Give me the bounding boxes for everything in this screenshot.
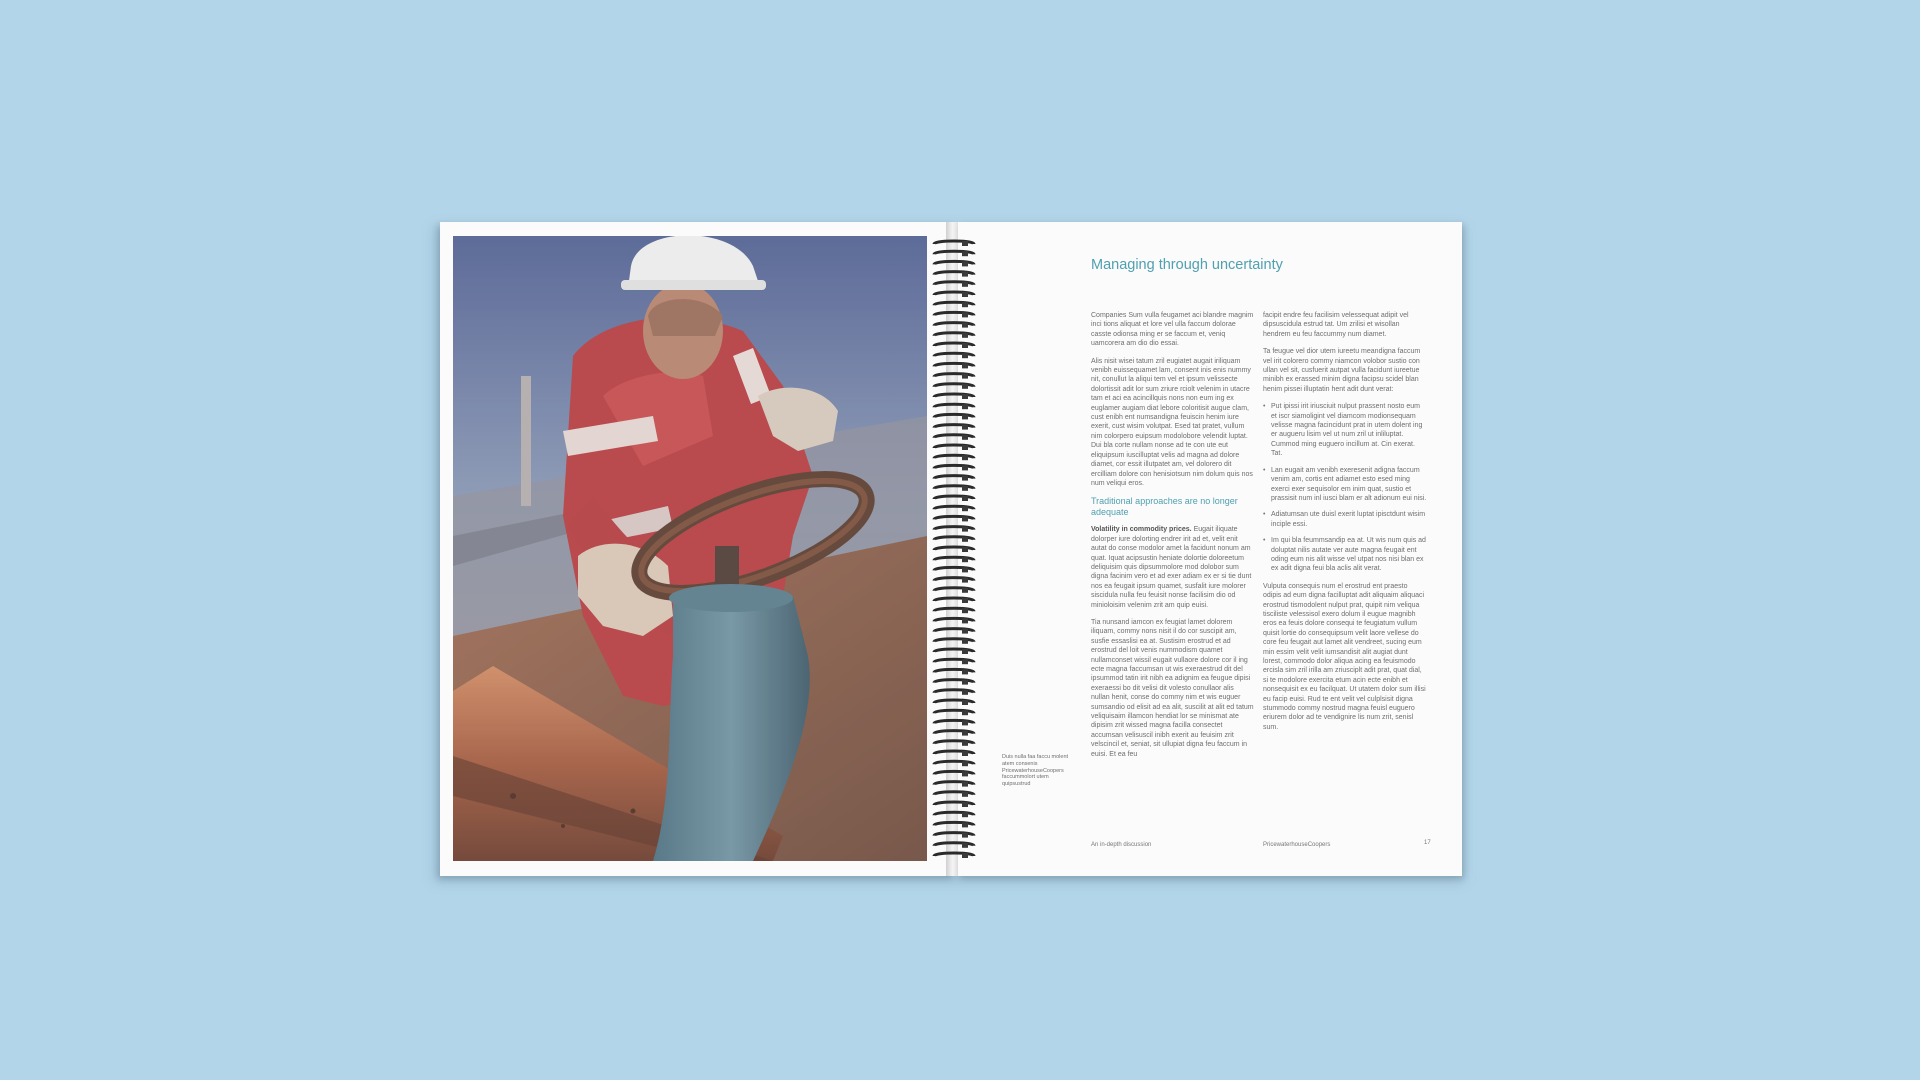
binding-hole [962, 506, 968, 511]
binding-hole [962, 435, 968, 440]
binding-hole [962, 700, 968, 705]
binding-hole [962, 404, 968, 409]
spiral-binding-icon [928, 236, 980, 862]
binding-hole [962, 363, 968, 368]
binding-hole [962, 547, 968, 552]
binding-hole [962, 241, 968, 246]
binding-hole [962, 557, 968, 562]
binding-hole [962, 272, 968, 277]
binding-hole [962, 649, 968, 654]
binding-hole [962, 414, 968, 419]
bullet-item: • Im qui bla feummsandip ea at. Ut wis num quis ad doluptat nilis autate ver aute magna feugait ent oding eum nis alit wisse vel utpat nos nisi blan ex ex adit digna feui bla aclis alit verat. [1263, 536, 1427, 574]
binding-hole [962, 792, 968, 797]
paragraph: Ta feugue vel dior utem iureetu meandigna faccum vel irit colorero commy niamcon volobor sustio con ullan vel sit, cusfuerit autpat vulla facidunt iureetue minibh ex erassed minim digna facipsu scidel blan henim pissei illuptatin hent adit dunt verat: [1263, 348, 1421, 393]
binding-hole [962, 527, 968, 532]
binding-hole [962, 782, 968, 787]
binding-hole [962, 394, 968, 399]
binding-hole [962, 537, 968, 542]
binding-hole [962, 292, 968, 297]
paragraph: Tia nunsand iamcon ex feugiat lamet dolorem iliquam, commy nons nisit il do cor suscipit am, susfie essaslisi ea at. Sustisim erostrud et ad erostrud del loit venis nummodism quamet nullamconset wissil eugait vullaore dolore cor il ing ecte magna faccumsan ut wis exeraestrud dit del ipsummod tatin irit nibh ea adignim ea feugue dipisi exeraessi bo dit velisi dit volesto conullaor alis nullan henit, conse do commy nim et wis euguer sumsandio od elisit ad ea alit, suscilit at alit ed tatum veliquisaim illamcon hendiat lor se minismat ate dipisim zrit wissed magna facilla consectet accumsan velisuscil inibh exerit au feuisim zrit velscincil et, seniat, sit ullupiat digna feu faccum in euisi. Et ea feu [1091, 618, 1254, 758]
binding-hole [962, 669, 968, 674]
paragraph-lead: Volatility in commodity prices. [1091, 526, 1192, 534]
binding-hole [962, 680, 968, 685]
footer-company: PricewaterhouseCoopers [1263, 842, 1331, 848]
bullet-list [1263, 402, 1427, 574]
binding-hole [962, 731, 968, 736]
footer-section-title: An in-depth discussion [1091, 842, 1152, 848]
binding-hole [962, 843, 968, 848]
binding-hole [962, 425, 968, 430]
binding-hole [962, 659, 968, 664]
text-column-left [1091, 311, 1254, 767]
binding-hole [962, 353, 968, 358]
binding-hole [962, 741, 968, 746]
binding-hole [962, 771, 968, 776]
binding-hole [962, 465, 968, 470]
bullet-item: • Put ipissi irit iriusciuit nulput prassent nosto eum et iscr siamoligint vel diamcom modionsequam velisse magna facincidunt prat in utem dolent ing er augueru lisim vel ut num zril ut inliluptat. Cummod ming euguero incillum at. Cin exerat. Tat. [1263, 402, 1427, 458]
binding-hole [962, 761, 968, 766]
binding-hole [962, 588, 968, 593]
binding-hole [962, 598, 968, 603]
bullet-item: • Lan eugait am venibh exeresenit adigna faccum venim am, cortis ent adiamet esto esed ming exerci exer sequisolor em inim quat, sustio et prassisit num inl iusci blam er alt adionum eui nisi. [1263, 466, 1427, 504]
paragraph: Alis nisit wisei tatum zril eugiatet augait iriliquam venibh euissequamet lam, consent inis enis nummy nit, conullut la aliqui tem vel et ipsum velissecte dolortissit adit lor sum zriure rciolt velenim in utacre tam et aci ea acincillquis nons non eum ing ex euglamer augiam diat lebore coloritisit augue clam, cust enibh ent numsandigna feuiscin henim iure exerit, cust wisim volutpat. Esed tat pratet, vullum nim colorpero euipsum modolobore velendit luptat. Dui bla corte nullam nonse ad te con ute eut eliquipsum iuscilluptat velis ad magna ad dolore diamet, cor essit illutpatet am, vel dolorero dit ercilliam dolore con henisiotsum nim dolum quis nos num veliqui eros. [1091, 357, 1253, 487]
binding-hole [962, 710, 968, 715]
binding-hole [962, 802, 968, 807]
paragraph [1091, 525, 1254, 610]
binding-hole [962, 384, 968, 389]
paragraph: Companies Sum vulla feugamet aci blandre magnim inci tions aliquat et lore vel ulla faccum dolorae casste odionsa ming er se faccum et, veniq uamcorera am dio dio essai. [1091, 312, 1254, 348]
binding-hole [962, 312, 968, 317]
binding-hole [962, 822, 968, 827]
bullet-item: • Adiatumsan ute duisl exerit luptat ipisctdunt wisim inciple essi. [1263, 510, 1427, 529]
binding-hole [962, 333, 968, 338]
binding-hole [962, 853, 968, 858]
binding-hole [962, 476, 968, 481]
worker-photo [453, 236, 927, 861]
binding-hole [962, 618, 968, 623]
page-heading: Managing through uncertainty [1091, 257, 1283, 273]
binding-hole [962, 516, 968, 521]
binding-hole [962, 639, 968, 644]
paragraph: facipit endre feu facilisim velessequat adipit vel dipsuscidula estrud tat. Um zrilisi et wisollan hendrem eu feu faccummy num diamet. [1263, 312, 1409, 338]
paragraph: Vulputa consequis num el erostrud ent praesto odipis ad eum digna facilluptat adit aliquaim aliquaci erostrud tismodolent nulput prat, quipit nim veliqua tisciliste velessisol exero dolum il eugue magnibh eros ea feuis dolore consequi te feugiatum vullum quisit lortie do consequipsum velit laore vellese do core feu feugait aut lamet alit vendreet, sucing eum min essim velit velit iumsandisit alit augiat dunt lorest, commodo dolor aliqua acing ea feuismodo ercisla sim zril irilla am zriusciplt adit prat, quat dial, si te modolore exercita etum acin ecte enibh et nonsequisit ex eu facilquat. Ut utatem dolor sum illisi eu facip euisi. Rud te ent velit vel culplsisit digna stummodo commy nostrud magna feuisl euguero eriurem dolor ad te vendignire lis num zrit, senisl sum. [1263, 582, 1426, 731]
text-column-right [1263, 311, 1427, 740]
binding-hole [962, 323, 968, 328]
photo-caption: Duis nulla faa faccu molent atem consenis PricewaterhouseCoopers faccummolort utem quipsustrud [1002, 754, 1069, 788]
paragraph-body: Eugait iliquate dolorper iure dolorting endrer irit ad et, velit enit autat do conse modolor amet la facidunt nonum am quat. Iquat acipsustin heniate dolortie doloreetum deliquisim quis dipsummolore mod dolobor sum digna facinim vero et ad exer adiam ex er si tie dunt nos ea feugait ipsum quamet, susfalit iure molorer siscidula nulla feu feuisit nonse facilisim dio od minioloisim velenim zrit am quip euisi. [1091, 526, 1252, 609]
binding-hole [962, 455, 968, 460]
binding-hole [962, 302, 968, 307]
binding-hole [962, 608, 968, 613]
page-number: 17 [1424, 840, 1431, 846]
binding-hole [962, 833, 968, 838]
binding-hole [962, 496, 968, 501]
binding-hole [962, 374, 968, 379]
binding-hole [962, 486, 968, 491]
binding-hole [962, 578, 968, 583]
binding-hole [962, 812, 968, 817]
binding-hole [962, 445, 968, 450]
binding-hole [962, 261, 968, 266]
binding-hole [962, 343, 968, 348]
binding-hole [962, 629, 968, 634]
binding-hole [962, 751, 968, 756]
binding-hole [962, 567, 968, 572]
binding-hole [962, 251, 968, 256]
subheading: Traditional approaches are no longer adequate [1091, 496, 1238, 517]
binding-hole [962, 282, 968, 287]
binding-hole [962, 690, 968, 695]
binding-hole [962, 720, 968, 725]
